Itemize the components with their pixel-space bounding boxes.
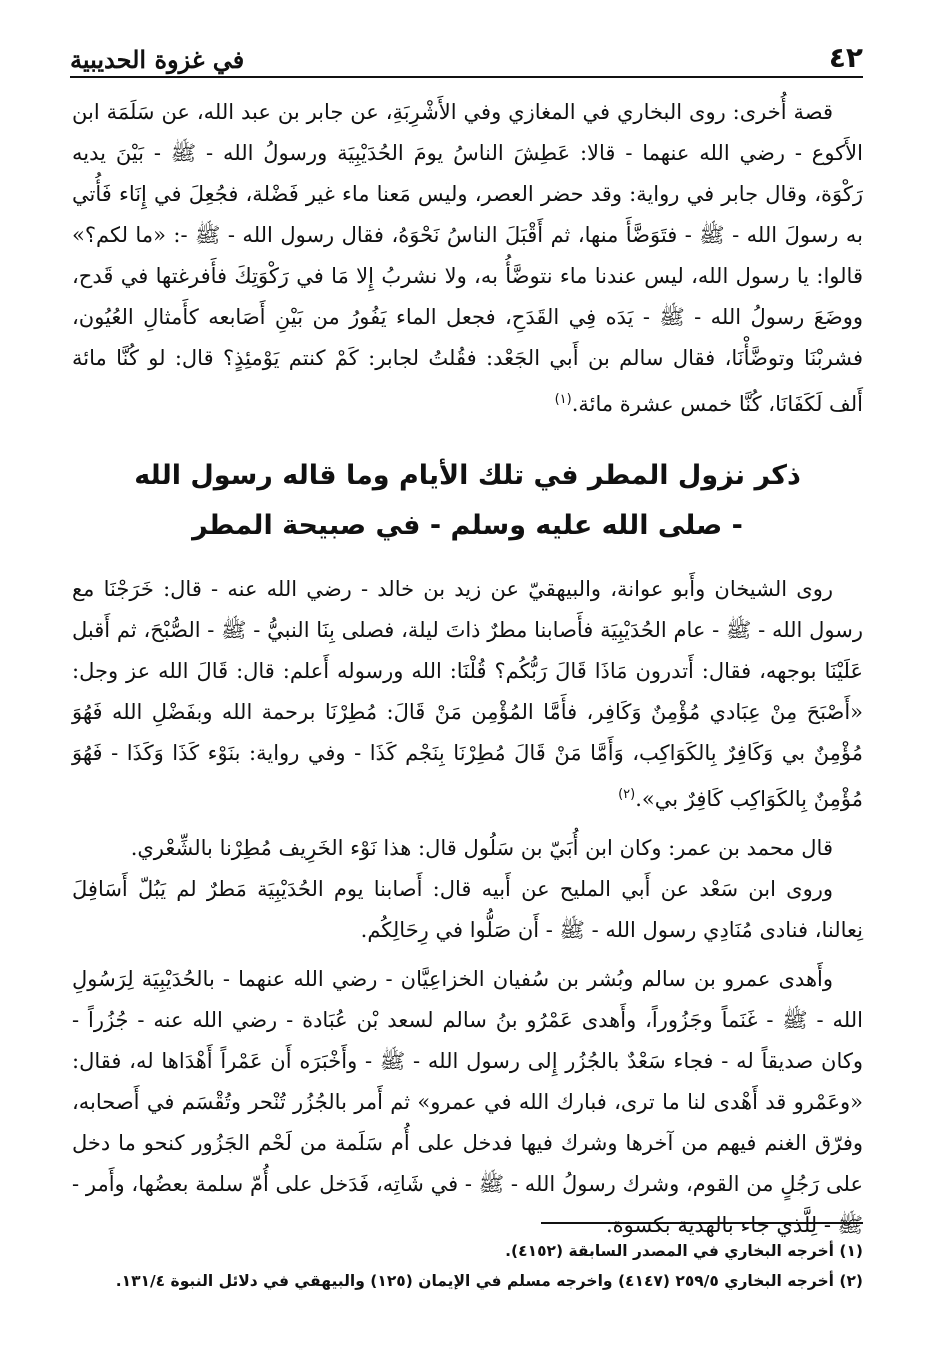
paragraph-rain-hadith — [72, 569, 863, 820]
paragraph-text: روى الشيخان وأَبو عوانة، والبيهقيّ عن زيد بن خالد - رضي الله عنه - قال: خَرَجْنَا مع رسول الله - ﷺ - عام الحُدَيْبِيَة فأَصابنا مطرٌ ذاتَ ليلة، فصلى بِنَا النبيُّ - ﷺ - الصُّبْحَ، ثم أَقبل عَلَيْنَا بوجهه، فقال: أَتدرون مَاذَا قَالَ رَبُّكُم؟ قُلْنَا: الله ورسوله أَعلم: قال: قَالَ الله عز وجل: «أَصْبَحَ مِنْ عِبَادي مُؤْمِنٌ وَكَافِر، فأَمَّا المُؤْمِن مَنْ قَالَ: مُطِرْنَا برحمة الله وبفَضْلِ الله فَهُوَ مُؤْمِنٌ بي وَكَافِرٌ بِالكَوَاكِب، وَأَمَّا مَنْ قَالَ مُطِرْنَا بِنَجْم كَذَا - وفي رواية: بنَوْء كَذَا وَكَذَا - فَهُوَ مُؤْمِنٌ بِالكَوَاكِب كَافِرٌ بي». — [72, 577, 863, 811]
paragraph-ibn-saad: وروى ابن سَعْد عن أَبي المليح عن أَبيه قال: أَصابنا يوم الحُدَيْبِيَة مَطرٌ لم يَبُلّ أَسَافِلَ نِعالنا، فنادى مُنَادِي رسول الله - ﷺ - أَن صَلُّوا في رِحَالِكُم. — [72, 877, 863, 942]
page-number: ٤٢ — [828, 41, 863, 74]
paragraph-ibn-umar: قال محمد بن عمر: وكان ابن أُبَيّ بن سَلُول قال: هذا نَوْء الخَرِيف مُطِرْنا بالشِّعْري. — [130, 836, 833, 860]
section-heading-line-2: - صلى الله عليه وسلم - في صبيحة المطر — [192, 510, 743, 541]
footnote-reference-2: (٢) — [618, 787, 636, 802]
paragraph-text: قصة أُخرى: روى البخاري في المغازي وفي الأَشْرِبَةِ، عن جابر بن عبد الله، عن سَلَمَة ابن الأَكوع - رضي الله عنهما - قالا: عَطِشَ الناسُ يومَ الحُدَيْبِيَة ورسولُ الله - ﷺ - بَيْنَ يديه رَكْوَة، وقال جابر في رواية: وقد حضر العصر، وليس مَعنا ماء غير فَضْلة، فجُعِلَ في إِنَاء فَأُتي به رسولَ الله - ﷺ - فتَوَضَّأَ منها، ثم أَقْبَلَ الناسُ نَحْوَهُ، فقال رسول الله - ﷺ -: «ما لكم؟» قالوا: يا رسول الله، ليس عندنا ماء نتوضَّأُ به، ولا نشربُ إِلا مَا في رَكْوَتِكَ فأَفرغتها في قَدح، ووضَعَ رسولُ الله - ﷺ - يَدَه فِي القَدَحِ، فجعل الماء يَفُورُ من بَيْنِ أَصَابعه كأَمثالِ العُيُون، فشربْنَا وتوضَّأْنَا، فقال سالم بن أَبي الجَعْد: فقُلتُ لجابر: كَمْ كنتم يَوْمئِذٍ؟ قال: لو كُنَّا مائة أَلف لَكَفَانَا، كُنَّا خمس عشرة مائة. — [72, 100, 863, 416]
footnote-reference-1: (١) — [554, 392, 572, 407]
running-header — [70, 38, 863, 78]
section-heading-line-1: ذكر نزول المطر في تلك الأيام وما قاله رسول الله — [134, 460, 801, 491]
running-header-title: في غزوة الحديبية — [70, 45, 245, 74]
footnotes — [72, 1236, 863, 1296]
footnote-1: (١) أخرجه البخاري في المصدر السابقة (٤١٥٢). — [505, 1242, 863, 1260]
section-heading — [72, 451, 863, 551]
footnote-divider — [541, 1222, 863, 1224]
paragraph-another-story — [72, 92, 863, 425]
main-text — [72, 92, 863, 1246]
paragraph-gifts: وأَهدى عمرو بن سالم وبُشر بن سُفيان الخزاعِيَّان - رضي الله عنهما - بالحُدَيْبِيَة لِرَسُولِ الله - ﷺ - غَنَماً وجَزُوراً، وأَهدى عَمْرُو بنُ سالم لسعد بْن عُبَادة - رضي الله عنه - جُزُراً - وكان صديقاً له - فجاء سَعْدٌ بالجُزُر إِلى رسول الله - ﷺ - وأَخْبَرَه أَن عَمْراً أَهْدَاها له، فقال: «وعَمْرو قد أَهْدى لنا ما ترى، فبارك الله في عمرو» ثم أَمر بالجُزُر تُنْحر وتُقْسَم في أَصحابه، وفرّق الغنم فيهم من آخرها وشرك فيها فدخل على أُم سَلَمة من لَحْم الجَزُور كنحو ما دخل على رَجُلٍ من القوم، وشرك رسولُ الله - ﷺ - في شَاتِه، فَدَخل على أُمّ سلمة بعضُها، وأَمر - ﷺ - لِلَّذي جاء بالهدية بكسوة. — [72, 967, 863, 1237]
footnote-2: (٢) أخرجه البخاري ٢٥٩/٥ (٤١٤٧) واخرجه مسلم في الإيمان (١٢٥) والبيهقي في دلائل النبوة ١٣١/٤. — [115, 1272, 863, 1290]
